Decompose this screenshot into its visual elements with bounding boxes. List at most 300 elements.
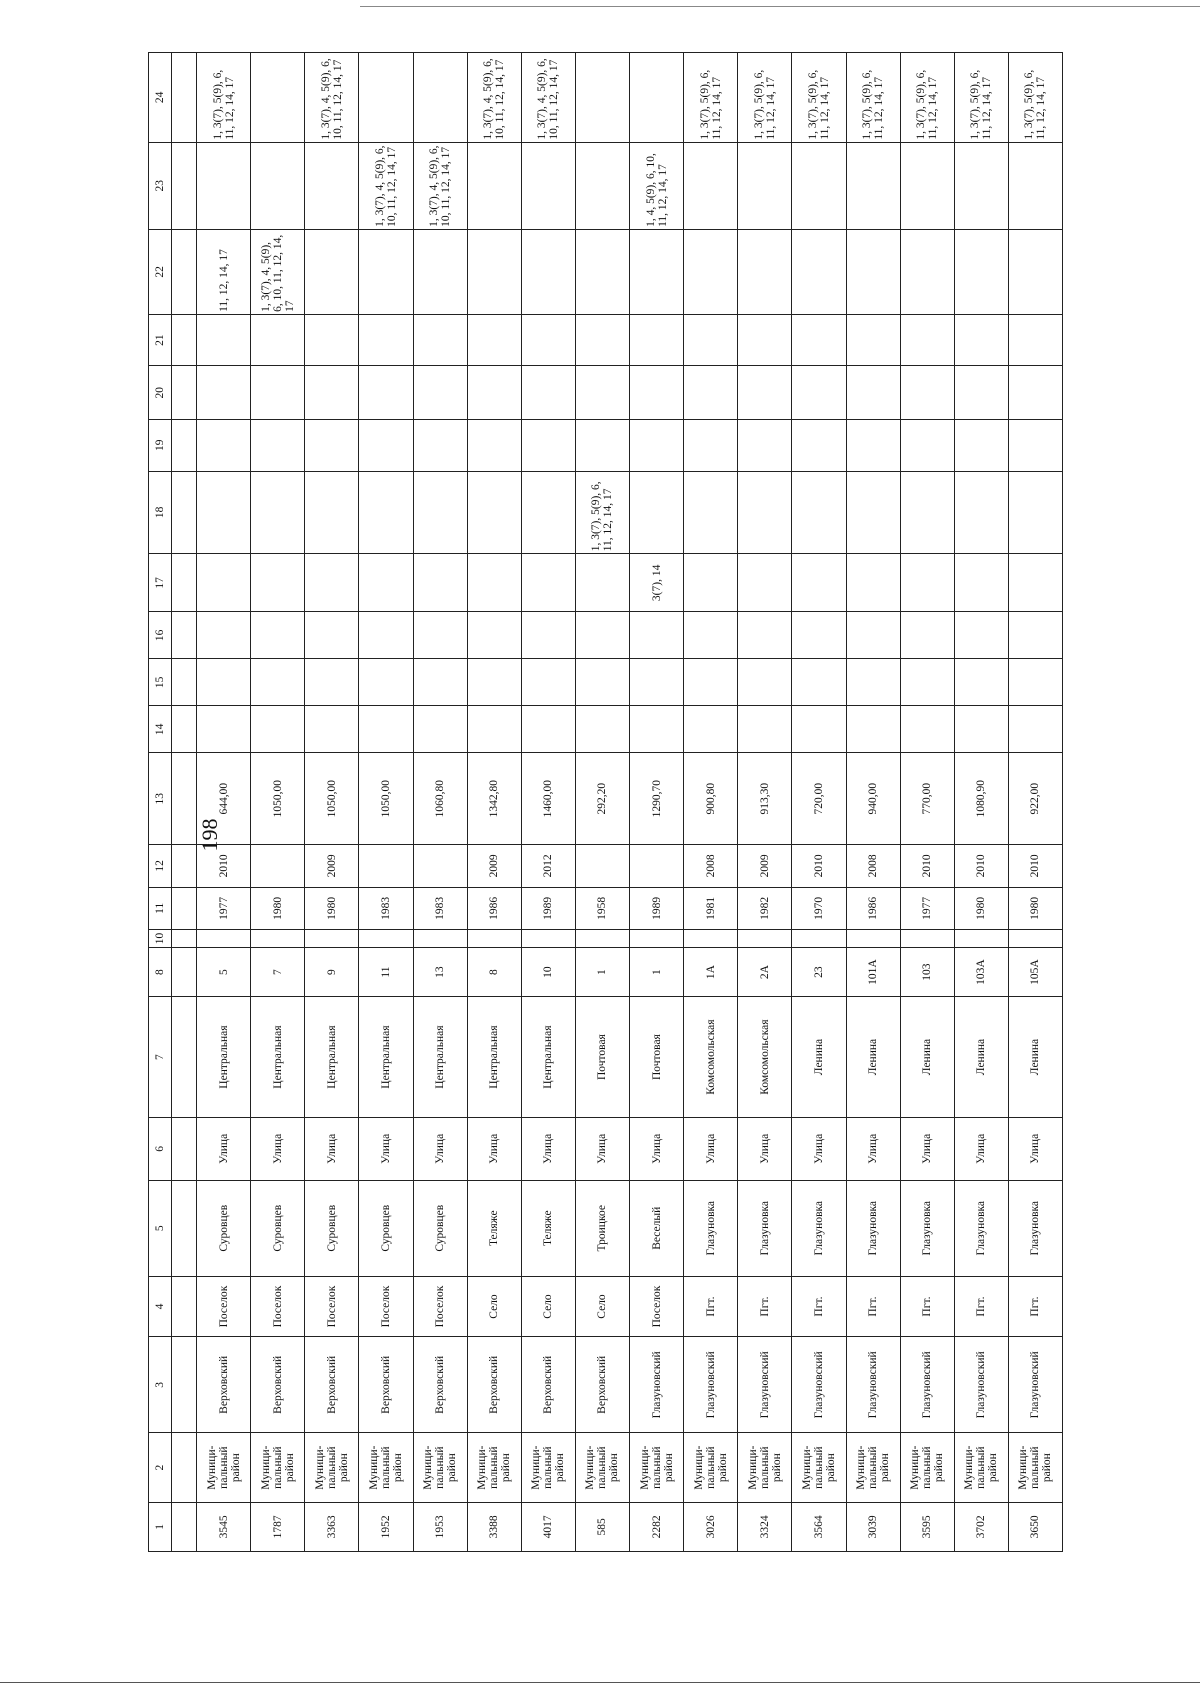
cell-col-1: 3324 <box>738 1502 792 1551</box>
cell-col-3: Глазуновский <box>630 1337 684 1433</box>
cell-col-21 <box>900 314 954 365</box>
blank-cell <box>172 612 197 659</box>
cell-col-10 <box>738 930 792 948</box>
cell-col-10 <box>359 930 413 948</box>
cell-col-14 <box>846 706 900 753</box>
cell-col-15 <box>630 659 684 706</box>
cell-col-4: Пгт. <box>792 1276 846 1336</box>
cell-col-23: 1, 4, 5(9), 6, 10, 11, 12, 14, 17 <box>630 142 684 229</box>
cell-col-8: 1 <box>575 947 629 996</box>
cell-col-3: Глазуновский <box>900 1337 954 1433</box>
cell-col-6: Улица <box>575 1117 629 1180</box>
cell-col-22 <box>954 229 1008 314</box>
cell-col-21 <box>251 314 305 365</box>
cell-col-8: 8 <box>467 947 521 996</box>
cell-col-2: Муници-пальный район <box>954 1433 1008 1502</box>
table-row <box>846 53 900 1552</box>
cell-col-16 <box>846 612 900 659</box>
cell-col-19 <box>467 420 521 471</box>
cell-col-4: Пгт. <box>1008 1276 1062 1336</box>
cell-col-14 <box>630 706 684 753</box>
top-rule <box>360 6 1200 7</box>
cell-col-7: Центральная <box>467 997 521 1118</box>
cell-col-3: Глазуновский <box>792 1337 846 1433</box>
table-row <box>251 53 305 1552</box>
blank-cell <box>172 1337 197 1433</box>
cell-col-24: 1, 3(7), 5(9), 6, 11, 12, 14, 17 <box>738 53 792 143</box>
cell-col-24: 1, 3(7), 5(9), 6, 11, 12, 14, 17 <box>954 53 1008 143</box>
cell-col-5: Глазуновка <box>738 1180 792 1276</box>
cell-col-19 <box>359 420 413 471</box>
cell-col-19 <box>630 420 684 471</box>
cell-col-12: 2010 <box>1008 845 1062 888</box>
cell-col-1: 3363 <box>305 1502 359 1551</box>
cell-col-5: Глазуновка <box>792 1180 846 1276</box>
cell-col-20 <box>521 366 575 420</box>
blank-cell <box>172 1117 197 1180</box>
cell-col-13: 720,00 <box>792 753 846 845</box>
cell-col-13: 1290,70 <box>630 753 684 845</box>
cell-col-16 <box>738 612 792 659</box>
cell-col-8: 13 <box>413 947 467 996</box>
cell-col-13: 922,00 <box>1008 753 1062 845</box>
cell-col-18 <box>846 471 900 554</box>
table-row <box>792 53 846 1552</box>
cell-col-7: Ленина <box>846 997 900 1118</box>
cell-col-2: Муници-пальный район <box>197 1433 251 1502</box>
cell-col-22 <box>467 229 521 314</box>
cell-col-14 <box>575 706 629 753</box>
cell-col-1: 4017 <box>521 1502 575 1551</box>
cell-col-12: 2010 <box>900 845 954 888</box>
cell-col-20 <box>630 366 684 420</box>
cell-col-24 <box>413 53 467 143</box>
cell-col-15 <box>305 659 359 706</box>
blank-cell <box>172 930 197 948</box>
table-row <box>900 53 954 1552</box>
cell-col-6: Улица <box>251 1117 305 1180</box>
cell-col-18 <box>954 471 1008 554</box>
cell-col-24: 1, 3(7), 5(9), 6, 11, 12, 14, 17 <box>846 53 900 143</box>
cell-col-14 <box>359 706 413 753</box>
cell-col-4: Поселок <box>197 1276 251 1336</box>
cell-col-10 <box>1008 930 1062 948</box>
cell-col-22 <box>305 229 359 314</box>
cell-col-17 <box>1008 554 1062 612</box>
cell-col-16 <box>251 612 305 659</box>
cell-col-20 <box>792 366 846 420</box>
cell-col-20 <box>359 366 413 420</box>
blank-cell <box>172 366 197 420</box>
cell-col-11: 1980 <box>954 887 1008 930</box>
blank-cell <box>172 1433 197 1502</box>
cell-col-15 <box>197 659 251 706</box>
cell-col-7: Ленина <box>954 997 1008 1118</box>
cell-col-6: Улица <box>197 1117 251 1180</box>
cell-col-19 <box>197 420 251 471</box>
cell-col-8: 10 <box>521 947 575 996</box>
blank-cell <box>172 887 197 930</box>
cell-col-5: Глазуновка <box>846 1180 900 1276</box>
cell-col-23: 1, 3(7), 4, 5(9), 6, 10, 11, 12, 14, 17 <box>359 142 413 229</box>
cell-col-20 <box>1008 366 1062 420</box>
cell-col-3: Верховский <box>251 1337 305 1433</box>
column-number-16: 16 <box>149 612 172 659</box>
cell-col-10 <box>467 930 521 948</box>
cell-col-11: 1986 <box>467 887 521 930</box>
cell-col-24 <box>630 53 684 143</box>
cell-col-7: Ленина <box>1008 997 1062 1118</box>
cell-col-19 <box>521 420 575 471</box>
cell-col-12: 2009 <box>305 845 359 888</box>
cell-col-6: Улица <box>305 1117 359 1180</box>
cell-col-20 <box>305 366 359 420</box>
cell-col-17 <box>521 554 575 612</box>
cell-col-12 <box>630 845 684 888</box>
cell-col-23 <box>684 142 738 229</box>
cell-col-11: 1958 <box>575 887 629 930</box>
column-number-2: 2 <box>149 1433 172 1502</box>
cell-col-5: Глазуновка <box>1008 1180 1062 1276</box>
cell-col-21 <box>684 314 738 365</box>
cell-col-11: 1983 <box>359 887 413 930</box>
cell-col-17 <box>738 554 792 612</box>
cell-col-14 <box>738 706 792 753</box>
cell-col-18 <box>630 471 684 554</box>
cell-col-10 <box>251 930 305 948</box>
cell-col-6: Улица <box>954 1117 1008 1180</box>
cell-col-10 <box>575 930 629 948</box>
cell-col-4: Поселок <box>359 1276 413 1336</box>
cell-col-13: 1050,00 <box>359 753 413 845</box>
cell-col-3: Верховский <box>197 1337 251 1433</box>
table-row <box>1008 53 1062 1552</box>
table-row <box>359 53 413 1552</box>
cell-col-14 <box>467 706 521 753</box>
table-row <box>738 53 792 1552</box>
cell-col-12: 2008 <box>684 845 738 888</box>
cell-col-19 <box>792 420 846 471</box>
cell-col-21 <box>305 314 359 365</box>
cell-col-3: Глазуновский <box>684 1337 738 1433</box>
cell-col-8: 1А <box>684 947 738 996</box>
cell-col-13: 1050,00 <box>305 753 359 845</box>
cell-col-16 <box>792 612 846 659</box>
cell-col-16 <box>359 612 413 659</box>
cell-col-5: Теляже <box>467 1180 521 1276</box>
column-number-17: 17 <box>149 554 172 612</box>
cell-col-17 <box>846 554 900 612</box>
cell-col-18 <box>792 471 846 554</box>
cell-col-1: 1952 <box>359 1502 413 1551</box>
cell-col-15 <box>575 659 629 706</box>
cell-col-11: 1981 <box>684 887 738 930</box>
cell-col-21 <box>359 314 413 365</box>
table-container <box>148 52 1063 1552</box>
cell-col-21 <box>575 314 629 365</box>
cell-col-10 <box>684 930 738 948</box>
cell-col-16 <box>413 612 467 659</box>
cell-col-20 <box>846 366 900 420</box>
cell-col-7: Комсомольская <box>684 997 738 1118</box>
cell-col-13: 292,20 <box>575 753 629 845</box>
cell-col-24 <box>575 53 629 143</box>
cell-col-22 <box>575 229 629 314</box>
cell-col-12: 2008 <box>846 845 900 888</box>
cell-col-12: 2012 <box>521 845 575 888</box>
cell-col-12: 2009 <box>467 845 521 888</box>
cell-col-23 <box>846 142 900 229</box>
cell-col-2: Муници-пальный район <box>1008 1433 1062 1502</box>
cell-col-5: Суровцев <box>413 1180 467 1276</box>
cell-col-2: Муници-пальный район <box>684 1433 738 1502</box>
cell-col-1: 1787 <box>251 1502 305 1551</box>
cell-col-13: 1342,80 <box>467 753 521 845</box>
cell-col-17 <box>954 554 1008 612</box>
cell-col-17 <box>900 554 954 612</box>
cell-col-22 <box>738 229 792 314</box>
cell-col-19 <box>1008 420 1062 471</box>
cell-col-18 <box>738 471 792 554</box>
cell-col-20 <box>684 366 738 420</box>
cell-col-3: Верховский <box>359 1337 413 1433</box>
cell-col-18 <box>467 471 521 554</box>
cell-col-22 <box>1008 229 1062 314</box>
table-body <box>149 53 1063 1552</box>
cell-col-21 <box>413 314 467 365</box>
cell-col-6: Улица <box>467 1117 521 1180</box>
cell-col-4: Пгт. <box>684 1276 738 1336</box>
cell-col-3: Глазуновский <box>1008 1337 1062 1433</box>
cell-col-2: Муници-пальный район <box>575 1433 629 1502</box>
cell-col-4: Пгт. <box>846 1276 900 1336</box>
cell-col-1: 3545 <box>197 1502 251 1551</box>
cell-col-24 <box>251 53 305 143</box>
cell-col-16 <box>684 612 738 659</box>
cell-col-5: Глазуновка <box>954 1180 1008 1276</box>
cell-col-10 <box>521 930 575 948</box>
cell-col-19 <box>846 420 900 471</box>
cell-col-20 <box>467 366 521 420</box>
cell-col-7: Центральная <box>521 997 575 1118</box>
blank-cell <box>172 471 197 554</box>
cell-col-21 <box>738 314 792 365</box>
cell-col-1: 3595 <box>900 1502 954 1551</box>
cell-col-2: Муници-пальный район <box>305 1433 359 1502</box>
cell-col-3: Глазуновский <box>954 1337 1008 1433</box>
cell-col-4: Поселок <box>251 1276 305 1336</box>
cell-col-1: 1953 <box>413 1502 467 1551</box>
table-row <box>197 53 251 1552</box>
cell-col-10 <box>630 930 684 948</box>
blank-cell <box>172 1180 197 1276</box>
cell-col-15 <box>792 659 846 706</box>
cell-col-14 <box>413 706 467 753</box>
cell-col-3: Верховский <box>575 1337 629 1433</box>
cell-col-4: Село <box>575 1276 629 1336</box>
cell-col-11: 1980 <box>251 887 305 930</box>
header-row <box>149 53 172 1552</box>
blank-cell <box>172 314 197 365</box>
blank-row <box>172 53 197 1552</box>
column-number-5: 5 <box>149 1180 172 1276</box>
cell-col-5: Теляже <box>521 1180 575 1276</box>
cell-col-1: 3650 <box>1008 1502 1062 1551</box>
cell-col-6: Улица <box>521 1117 575 1180</box>
cell-col-2: Муници-пальный район <box>630 1433 684 1502</box>
cell-col-8: 101А <box>846 947 900 996</box>
cell-col-14 <box>684 706 738 753</box>
cell-col-1: 3702 <box>954 1502 1008 1551</box>
cell-col-16 <box>467 612 521 659</box>
cell-col-22 <box>521 229 575 314</box>
column-number-13: 13 <box>149 753 172 845</box>
cell-col-17 <box>251 554 305 612</box>
column-number-22: 22 <box>149 229 172 314</box>
cell-col-5: Суровцев <box>359 1180 413 1276</box>
cell-col-3: Глазуновский <box>738 1337 792 1433</box>
column-number-11: 11 <box>149 887 172 930</box>
column-number-21: 21 <box>149 314 172 365</box>
cell-col-5: Суровцев <box>251 1180 305 1276</box>
cell-col-13: 1060,80 <box>413 753 467 845</box>
cell-col-2: Муници-пальный район <box>738 1433 792 1502</box>
cell-col-13: 644,00 <box>197 753 251 845</box>
cell-col-2: Муници-пальный район <box>900 1433 954 1502</box>
cell-col-4: Поселок <box>305 1276 359 1336</box>
cell-col-17: 3(7), 14 <box>630 554 684 612</box>
cell-col-11: 1977 <box>197 887 251 930</box>
cell-col-19 <box>954 420 1008 471</box>
cell-col-1: 3026 <box>684 1502 738 1551</box>
cell-col-22 <box>413 229 467 314</box>
cell-col-8: 1 <box>630 947 684 996</box>
cell-col-11: 1986 <box>846 887 900 930</box>
cell-col-13: 1080,90 <box>954 753 1008 845</box>
table-row <box>575 53 629 1552</box>
cell-col-15 <box>846 659 900 706</box>
cell-col-6: Улица <box>738 1117 792 1180</box>
cell-col-10 <box>954 930 1008 948</box>
table-row <box>413 53 467 1552</box>
cell-col-15 <box>900 659 954 706</box>
cell-col-19 <box>575 420 629 471</box>
cell-col-10 <box>900 930 954 948</box>
cell-col-7: Центральная <box>197 997 251 1118</box>
cell-col-10 <box>792 930 846 948</box>
cell-col-12 <box>575 845 629 888</box>
cell-col-18 <box>197 471 251 554</box>
cell-col-23: 1, 3(7), 4, 5(9), 6, 10, 11, 12, 14, 17 <box>413 142 467 229</box>
column-number-7: 7 <box>149 997 172 1118</box>
cell-col-13: 913,30 <box>738 753 792 845</box>
cell-col-14 <box>1008 706 1062 753</box>
cell-col-6: Улица <box>359 1117 413 1180</box>
cell-col-14 <box>521 706 575 753</box>
cell-col-15 <box>251 659 305 706</box>
cell-col-7: Центральная <box>413 997 467 1118</box>
cell-col-15 <box>1008 659 1062 706</box>
cell-col-2: Муници-пальный район <box>467 1433 521 1502</box>
bottom-rule <box>0 1682 1200 1683</box>
cell-col-20 <box>954 366 1008 420</box>
cell-col-7: Почтовая <box>630 997 684 1118</box>
cell-col-16 <box>900 612 954 659</box>
cell-col-13: 940,00 <box>846 753 900 845</box>
cell-col-12 <box>413 845 467 888</box>
table-row <box>305 53 359 1552</box>
cell-col-19 <box>305 420 359 471</box>
cell-col-23 <box>305 142 359 229</box>
cell-col-11: 1982 <box>738 887 792 930</box>
cell-col-18: 1, 3(7), 5(9), 6, 11, 12, 14, 17 <box>575 471 629 554</box>
cell-col-23 <box>467 142 521 229</box>
cell-col-15 <box>684 659 738 706</box>
cell-col-15 <box>521 659 575 706</box>
cell-col-7: Почтовая <box>575 997 629 1118</box>
column-number-8: 8 <box>149 947 172 996</box>
cell-col-21 <box>954 314 1008 365</box>
cell-col-17 <box>197 554 251 612</box>
cell-col-14 <box>197 706 251 753</box>
cell-col-24: 1, 3(7), 5(9), 6, 11, 12, 14, 17 <box>197 53 251 143</box>
cell-col-3: Верховский <box>467 1337 521 1433</box>
table-row <box>954 53 1008 1552</box>
cell-col-15 <box>413 659 467 706</box>
cell-col-23 <box>521 142 575 229</box>
cell-col-20 <box>197 366 251 420</box>
cell-col-18 <box>1008 471 1062 554</box>
table-row <box>521 53 575 1552</box>
cell-col-23 <box>251 142 305 229</box>
column-number-24: 24 <box>149 53 172 143</box>
cell-col-2: Муници-пальный район <box>792 1433 846 1502</box>
cell-col-24: 1, 3(7), 5(9), 6, 11, 12, 14, 17 <box>1008 53 1062 143</box>
cell-col-1: 585 <box>575 1502 629 1551</box>
cell-col-17 <box>684 554 738 612</box>
cell-col-17 <box>359 554 413 612</box>
cell-col-16 <box>305 612 359 659</box>
cell-col-2: Муници-пальный район <box>846 1433 900 1502</box>
cell-col-3: Верховский <box>413 1337 467 1433</box>
cell-col-8: 23 <box>792 947 846 996</box>
table-row <box>467 53 521 1552</box>
cell-col-16 <box>197 612 251 659</box>
cell-col-6: Улица <box>1008 1117 1062 1180</box>
cell-col-2: Муници-пальный район <box>359 1433 413 1502</box>
cell-col-8: 11 <box>359 947 413 996</box>
cell-col-22 <box>359 229 413 314</box>
cell-col-2: Муници-пальный район <box>413 1433 467 1502</box>
cell-col-17 <box>575 554 629 612</box>
cell-col-2: Муници-пальный район <box>521 1433 575 1502</box>
cell-col-23 <box>954 142 1008 229</box>
cell-col-11: 1989 <box>521 887 575 930</box>
housing-register-table <box>148 52 1063 1552</box>
cell-col-22 <box>900 229 954 314</box>
cell-col-8: 105А <box>1008 947 1062 996</box>
column-number-18: 18 <box>149 471 172 554</box>
cell-col-24: 1, 3(7), 4, 5(9), 6, 10, 11, 12, 14, 17 <box>467 53 521 143</box>
cell-col-5: Глазуновка <box>900 1180 954 1276</box>
cell-col-13: 900,80 <box>684 753 738 845</box>
cell-col-18 <box>521 471 575 554</box>
cell-col-4: Поселок <box>630 1276 684 1336</box>
column-number-3: 3 <box>149 1337 172 1433</box>
column-number-19: 19 <box>149 420 172 471</box>
cell-col-22: 11, 12, 14, 17 <box>197 229 251 314</box>
cell-col-23 <box>792 142 846 229</box>
